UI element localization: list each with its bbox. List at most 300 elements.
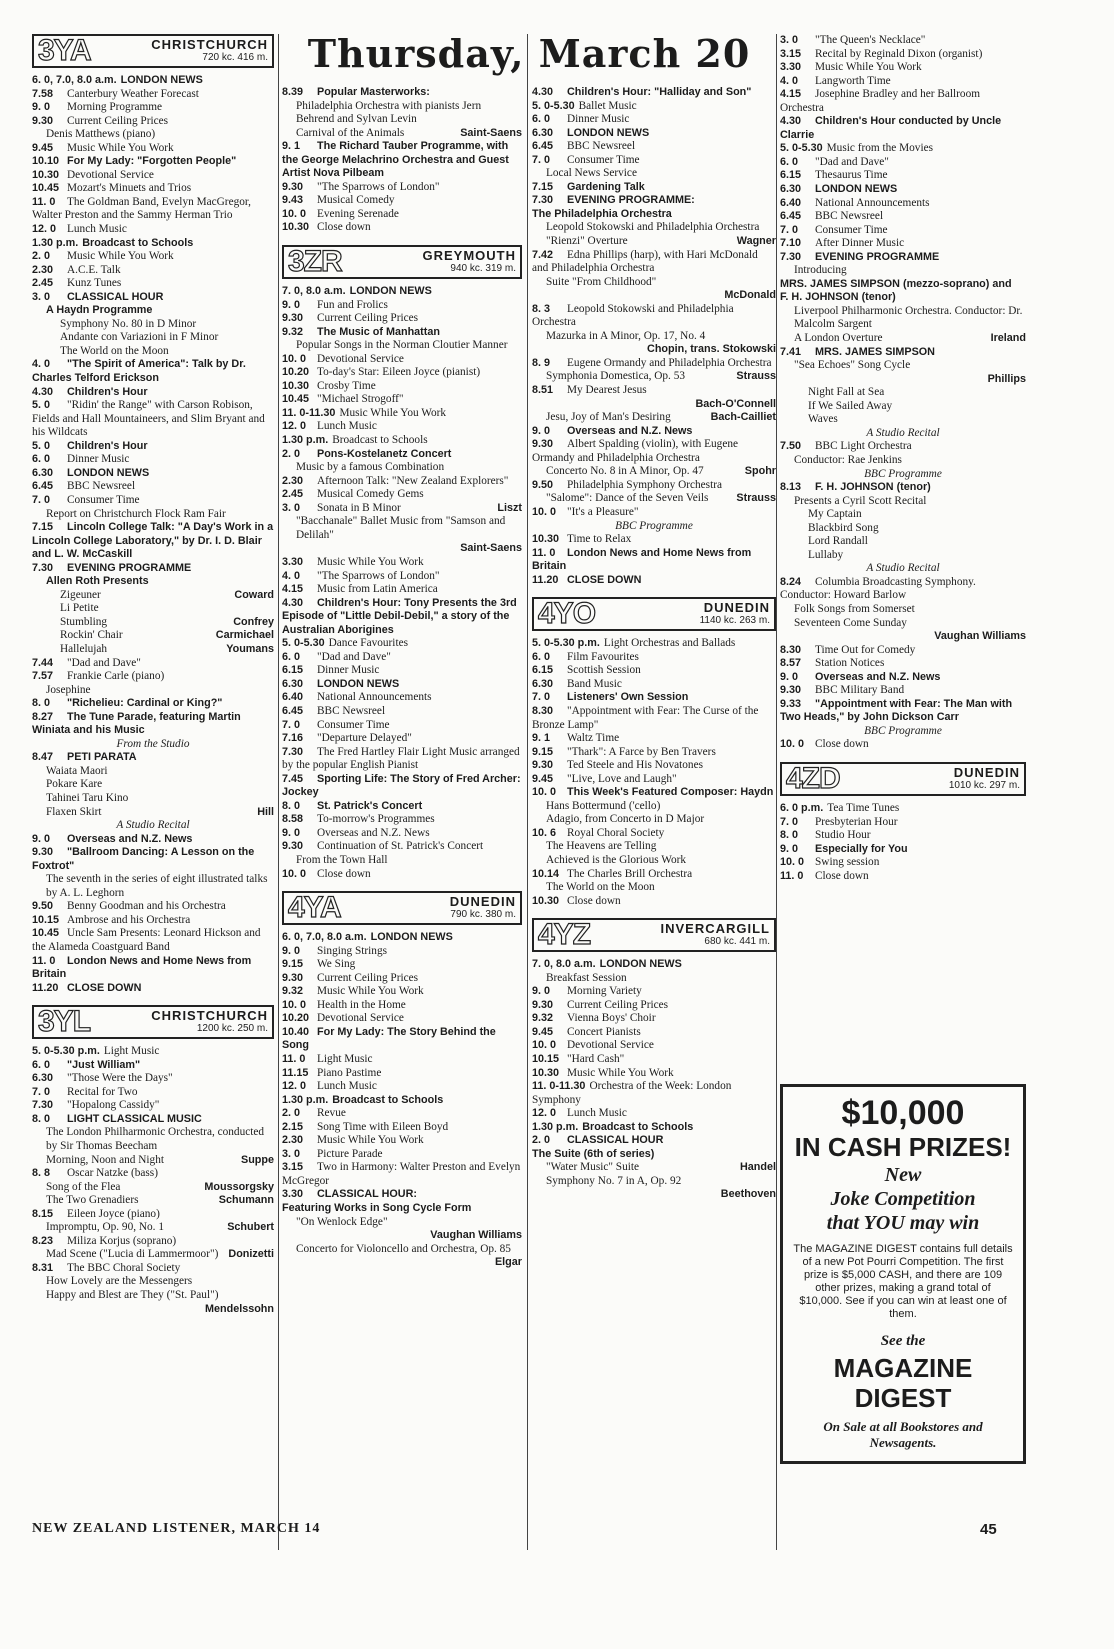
programme-title: Waltz Time [567,732,620,745]
station-frequency: 680 kc. 441 m. [704,936,770,948]
programme-entry [780,671,1026,685]
programme-title: Music from the Movies [826,142,933,155]
station-header [532,918,776,952]
programme-title: LONDON NEWS [599,958,682,971]
programme-entry [780,644,1026,658]
programme-title: Close down [317,221,371,234]
programme-entry [532,113,776,127]
composer-credit: Donizetti [228,1248,274,1261]
programme-entry [532,208,776,222]
programme-time: 4. 0 [32,358,51,371]
programme-time: 9. 0 [532,985,551,998]
programme-entry [532,840,776,854]
composer-credit: Liszt [497,501,522,514]
programme-title: Zigeuner [60,588,101,601]
programme-title: BBC Programme [615,519,693,532]
programme-entry [780,156,1026,170]
programme-entry [282,868,522,882]
composer-credit: Youmans [226,642,274,655]
programme-title: "Ridin' the Range" with Carson Robison, Fields and Hall Mountaineers, and Slim Bryant and his Wildcats [32,399,265,439]
programme-entry [282,86,522,100]
programme-entry [282,813,522,827]
programme-time: 9. 0 [282,826,301,839]
programme-time: 9.32 [282,325,304,338]
programme-time: 1.30 p.m. [532,1120,579,1133]
programme-time: 8.23 [32,1234,54,1247]
schedule-column-4 [780,34,1026,883]
programme-title: Uncle Sam Presents: Leonard Hickson and the Alameda Coastguard Band [32,927,261,953]
programme-title: The Philadelphia Orchestra [532,207,672,220]
programme-entry [282,800,522,814]
programme-title: The Suite (6th of series) [532,1147,655,1160]
programme-title: Morning Variety [567,985,642,998]
programme-title: BBC Military Band [815,684,905,697]
composer-credit: Moussorgsky [204,1180,274,1193]
programme-title: The Music of Manhattan [317,325,440,338]
station-city: DUNEDIN [953,764,1020,780]
programme-time: 10.30 [282,379,310,392]
programme-time: 10. 0 [780,856,805,869]
programme-title: The Heavens are Telling [546,840,657,853]
programme-entry [282,773,522,800]
composer-credit: Hill [257,805,274,818]
programme-title: Two in Harmony: Walter Preston and Evelyn McGregor [282,1161,521,1187]
programme-entry [32,1126,274,1153]
programme-title: Consumer Time [67,493,140,506]
programme-time: 4. 0 [282,569,301,582]
station-info [661,922,771,948]
column-rule [278,34,279,1550]
programme-entry [532,895,776,909]
programme-title: Song of the Flea [46,1180,121,1193]
programme-entry [780,816,1026,830]
programme-title: "Dad and Dave" [67,656,141,669]
programme-entry [780,142,1026,156]
programme-entry [32,1099,274,1113]
section-gap [780,752,1026,762]
programme-time: 6. 0 p.m. [780,801,824,814]
programme-title: Thesaurus Time [815,169,888,182]
programme-time: 2.30 [282,1134,304,1147]
programme-entry [32,1086,274,1100]
programme-time: 11. 0 [780,869,804,882]
programme-entry [32,237,274,251]
programme-time: 6. 0, 7.0, 8.0 a.m. [282,931,367,944]
programme-time: 7.30 [32,1099,54,1112]
programme-entry [32,873,274,900]
programme-entry [780,617,1026,631]
programme-title: Musical Comedy [317,194,395,207]
programme-entry [32,697,274,711]
programme-time: 9.32 [282,985,304,998]
programme-entry [780,224,1026,238]
programme-title: Light Music [317,1053,373,1065]
programme-title: Band Music [567,677,622,690]
programme-time: 5. 0 [32,399,51,412]
programme-time: 2.45 [282,488,304,501]
programme-title: Concerto No. 8 in A Minor, Op. 47 [546,465,704,478]
section-gap [282,235,522,245]
programme-title: Albert Spalding (violin), with Eugene Ormandy and Philadelphia Orchestra [532,438,738,464]
programme-title: "The Sparrows of London" [317,569,440,582]
programme-entry [32,1181,274,1195]
programme-entry [532,520,776,534]
programme-title: Film Favourites [567,650,639,663]
programme-entry [780,264,1026,278]
programme-title: A Studio Recital [866,562,940,575]
programme-entry [282,299,522,313]
programme-time: 2. 0 [282,447,301,460]
programme-time: 9. 1 [532,732,551,745]
programme-time: 10. 0 [282,998,307,1011]
programme-title: Swing session [815,856,880,869]
programme-title: Devotional Service [317,1012,404,1025]
programme-entry [282,515,522,542]
programme-title: Vienna Boys' Choir [567,1012,656,1025]
programme-title: Music While You Work [567,1066,674,1079]
programme-entry [282,181,522,195]
programme-entry [532,547,776,574]
station-frequency: 790 kc. 380 m. [450,909,516,921]
composer-credit: Carmichael [215,629,274,642]
programme-title: Music from Latin America [317,583,438,596]
programme-title: "Appointment with Fear: The Curse of the Bronze Lamp" [532,704,759,731]
programme-entry [32,927,274,954]
programme-entry [780,34,1026,48]
programme-title: For My Lady: The Story Behind the Song [282,1025,496,1052]
programme-title: CLOSE DOWN [67,981,142,994]
programme-entry [32,291,274,305]
programme-entry [32,833,274,847]
composer-credit: Vaughan Williams [934,630,1026,643]
programme-entry [32,128,274,142]
programme-time: 6.45 [282,704,304,717]
programme-title: LONDON NEWS [120,74,203,86]
programme-entry [780,359,1026,373]
programme-time: 11.20 [32,981,59,994]
programme-title: LONDON NEWS [349,285,432,298]
programme-entry [282,637,522,651]
programme-entry [32,155,274,169]
programme-time: 2.45 [32,277,54,290]
programme-time: 9. 0 [282,944,301,957]
programme-time: 6.40 [780,196,802,209]
programme-title: Consumer Time [567,153,640,166]
programme-time: 9.33 [780,697,802,710]
programme-time: 8.30 [532,704,554,717]
programme-time: 6.45 [532,140,554,153]
composer-credit: Elgar [494,1256,522,1269]
programme-title: Music While You Work [815,61,922,74]
programme-title: The Two Grenadiers [46,1194,139,1207]
programme-title: Continuation of St. Patrick's Concert [317,840,484,853]
programme-entry [32,629,274,643]
programme-entry [780,400,1026,414]
programme-title: F. H. JOHNSON (tenor) [780,291,896,304]
programme-entry [32,74,274,88]
programme-entry [780,305,1026,332]
programme-title: To-morrow's Programmes [317,813,435,826]
programme-entry [532,759,776,773]
programme-entry [32,399,274,440]
programme-time: 7. 0 [32,493,51,506]
programme-entry [32,101,274,115]
programme-entry [780,725,1026,739]
programme-title: "Salome": Dance of the Seven Veils [546,492,709,505]
programme-entry [32,1248,274,1262]
programme-title: Overseas and N.Z. News [67,832,193,845]
programme-entry [532,330,776,344]
programme-title: Scottish Session [567,664,641,677]
programme-title: Morning, Noon and Night [46,1153,164,1166]
programme-title: Sonata in B Minor [317,501,401,514]
programme-entry [282,461,522,475]
programme-title: How Lovely are the Messengers [46,1275,193,1288]
column-rule [776,34,777,1550]
programme-title: Mazurka in A Minor, Op. 17, No. 4 [546,329,706,342]
programme-title: Time to Relax [567,533,632,546]
programme-title: A Studio Recital [116,819,190,832]
programme-title: "Ballroom Dancing: A Lesson on the Foxtrot" [32,846,255,872]
programme-time: 10.10 [32,155,60,168]
programme-time: 6. 0 [532,650,551,663]
programme-title: Impromptu, Op. 90, No. 1 [46,1221,164,1234]
programme-title: The World on the Moon [60,344,169,357]
composer-credit: Coward [234,588,274,601]
station-header [32,34,274,68]
programme-entry [780,481,1026,495]
programme-entry [532,154,776,168]
composer-credit: Mendelssohn [205,1302,274,1315]
programme-title: Devotional Service [317,352,404,365]
programme-time: 10.45 [32,182,60,195]
programme-time: 10. 0 [780,738,805,751]
programme-time: 11. 0-11.30 [532,1080,586,1093]
programme-entry [532,800,776,814]
station-info [151,1009,268,1035]
page-headline: Thursday, March 20 [307,31,751,76]
programme-entry [282,1026,522,1053]
programme-time: 8.31 [32,1261,54,1274]
programme-title: St. Patrick's Concert [317,799,423,812]
station-header [780,762,1026,796]
programme-entry [282,140,522,181]
programme-title: CLASSICAL HOUR [567,1134,664,1147]
composer-credit: Beethoven [720,1188,776,1201]
programme-time: 9. 0 [32,101,51,114]
magazine-digest-advert [780,1084,1026,1464]
programme-entry [32,657,274,671]
programme-time: 7. 0 [282,718,301,731]
programme-time: 9.15 [282,958,304,971]
programme-title: EVENING PROGRAMME [815,250,940,263]
programme-entry [780,630,1026,644]
programme-time: 3.30 [780,61,802,74]
programme-entry [532,705,776,732]
programme-entry [532,1053,776,1067]
programme-time: 10. 0 [532,505,557,518]
programme-title: "Those Were the Days" [67,1072,173,1085]
section-gap [532,908,776,918]
programme-time: 6.40 [282,691,304,704]
programme-time: 10.20 [282,366,310,379]
programme-entry [32,1059,274,1073]
programme-title: Lunch Music [317,1080,377,1093]
programme-entry [780,870,1026,884]
programme-entry [32,1113,274,1127]
programme-entry [532,181,776,195]
programme-title: Stumbling [60,615,108,628]
programme-time: 9.45 [532,772,554,785]
programme-time: 2.30 [282,474,304,487]
programme-entry [780,657,1026,671]
programme-time: 11. 0 [532,546,556,559]
programme-time: 1.30 p.m. [282,1093,329,1106]
programme-entry [282,945,522,959]
programme-time: 7.41 [780,345,802,358]
programme-time: 4.30 [282,596,304,609]
programme-entry [780,210,1026,224]
programme-entry [282,1134,522,1148]
programme-entry [780,495,1026,509]
programme-entry [32,1235,274,1249]
programme-title: From the Studio [116,737,190,750]
programme-time: 10.15 [32,913,60,926]
programme-entry [32,304,274,318]
programme-entry [32,1262,274,1276]
programme-entry [32,765,274,779]
programme-entry [780,549,1026,563]
footer-publication: NEW ZEALAND LISTENER, MARCH 14 [32,1521,321,1536]
programme-entry [532,100,776,114]
programme-entry [282,339,522,353]
programme-time: 12. 0 [282,420,307,433]
programme-time: 7.15 [32,521,54,534]
programme-title: Liverpool Philharmonic Orchestra. Conductor: Dr. Malcolm Sargent [794,304,1023,331]
programme-time: 10. 0 [532,1039,557,1052]
programme-title: "On Wenlock Edge" [296,1215,388,1228]
programme-time: 10.15 [532,1053,560,1065]
programme-entry [282,366,522,380]
programme-time: 8.27 [32,710,54,723]
programme-entry [780,440,1026,454]
programme-time: 10.40 [282,1025,310,1038]
programme-entry [32,1289,274,1316]
programme-time: 9. 0 [780,670,799,683]
programme-title: Current Ceiling Prices [317,971,419,984]
programme-title: To-day's Star: Eileen Joyce (pianist) [317,366,481,379]
programme-time: 7. 0 [532,153,551,166]
programme-entry [32,223,274,237]
composer-credit: Schubert [227,1221,274,1234]
programme-title: This Week's Featured Composer: Haydn [567,786,774,799]
column-rule [527,34,528,1550]
programme-title: The Fred Hartley Flair Light Music arranged by the popular English Pianist [282,745,520,772]
programme-time: 8.13 [780,481,802,494]
programme-time: 2. 0 [532,1134,551,1147]
programme-time: 9.30 [32,114,54,127]
programme-title: Andante con Variazioni in F Minor [60,331,219,344]
programme-time: 9.30 [532,759,554,772]
programme-entry [282,380,522,394]
programme-entry [780,251,1026,265]
programme-title: Fun and Frolics [317,298,388,311]
programme-time: 3.30 [282,555,304,568]
programme-title: Broadcast to Schools [82,236,194,249]
programme-time: 11. 0-11.30 [282,406,336,419]
station-city: DUNEDIN [703,600,770,616]
programme-title: MRS. JAMES SIMPSON (mezzo-soprano) and [780,277,1012,290]
programme-entry [282,1216,522,1230]
programme-entry [32,277,274,291]
programme-time: 3.30 [282,1188,304,1201]
programme-entry [282,583,522,597]
programme-title: Lunch Music [567,1107,627,1120]
programme-title: "Live, Love and Laugh" [567,772,677,785]
ad-line: New [884,1164,922,1186]
programme-title: Leopold Stokowski and Philadelphia Orchestra [546,221,760,234]
programme-entry [532,1148,776,1162]
programme-time: 6.30 [282,677,304,690]
programme-time: 9.30 [282,840,304,853]
station-info [949,766,1020,792]
programme-entry [532,813,776,827]
programme-title: After Dinner Music [815,237,905,250]
programme-entry [282,353,522,367]
station-frequency: 1140 kc. 263 m. [699,615,770,627]
programme-time: 12. 0 [282,1080,307,1093]
programme-title: Time Out for Comedy [815,643,916,656]
programme-title: Symphony No. 7 in A, Op. 92 [546,1174,682,1187]
programme-title: Report on Christchurch Flock Ram Fair [46,507,226,520]
programme-title: "The Spirit of America": Talk by Dr. Charles Telford Erickson [32,358,246,385]
programme-entry [32,264,274,278]
programme-entry [532,465,776,479]
programme-entry [32,562,274,576]
programme-time: 8.39 [282,86,304,98]
programme-time: 10. 0 [282,352,307,365]
programme-entry [532,732,776,746]
programme-entry [282,1121,522,1135]
programme-title: Children's Hour: "Halliday and Son" [567,86,752,98]
programme-time: 9. 0 [532,424,551,437]
programme-entry [32,806,274,820]
programme-title: London News and Home News from Britain [532,546,752,573]
programme-title: Kunz Tunes [67,277,122,290]
programme-time: 5. 0-5.30 [532,99,575,112]
programme-entry [780,535,1026,549]
station-city: DUNEDIN [449,894,516,910]
programme-entry [780,197,1026,211]
programme-title: "Hard Cash" [567,1053,625,1065]
programme-title: Concerto for Violoncello and Orchestra, Op. 85 [296,1242,511,1255]
station-call-sign: 4YZ [538,918,591,952]
programme-title: Dinner Music [317,664,380,677]
programme-title: Flaxen Skirt [46,805,102,818]
programme-title: Orchestra of the Week: London Symphony [532,1080,732,1106]
programme-entry [780,856,1026,870]
programme-entry [532,506,776,520]
programme-entry [780,698,1026,725]
programme-title: Philadelphia Symphony Orchestra [567,478,722,491]
station-frequency: 720 kc. 416 m. [202,52,268,63]
programme-entry [780,332,1026,346]
section-gap [282,881,522,891]
programme-entry [532,1067,776,1081]
programme-entry [532,746,776,760]
station-call-sign: 3YL [38,1005,91,1039]
programme-entry [32,169,274,183]
